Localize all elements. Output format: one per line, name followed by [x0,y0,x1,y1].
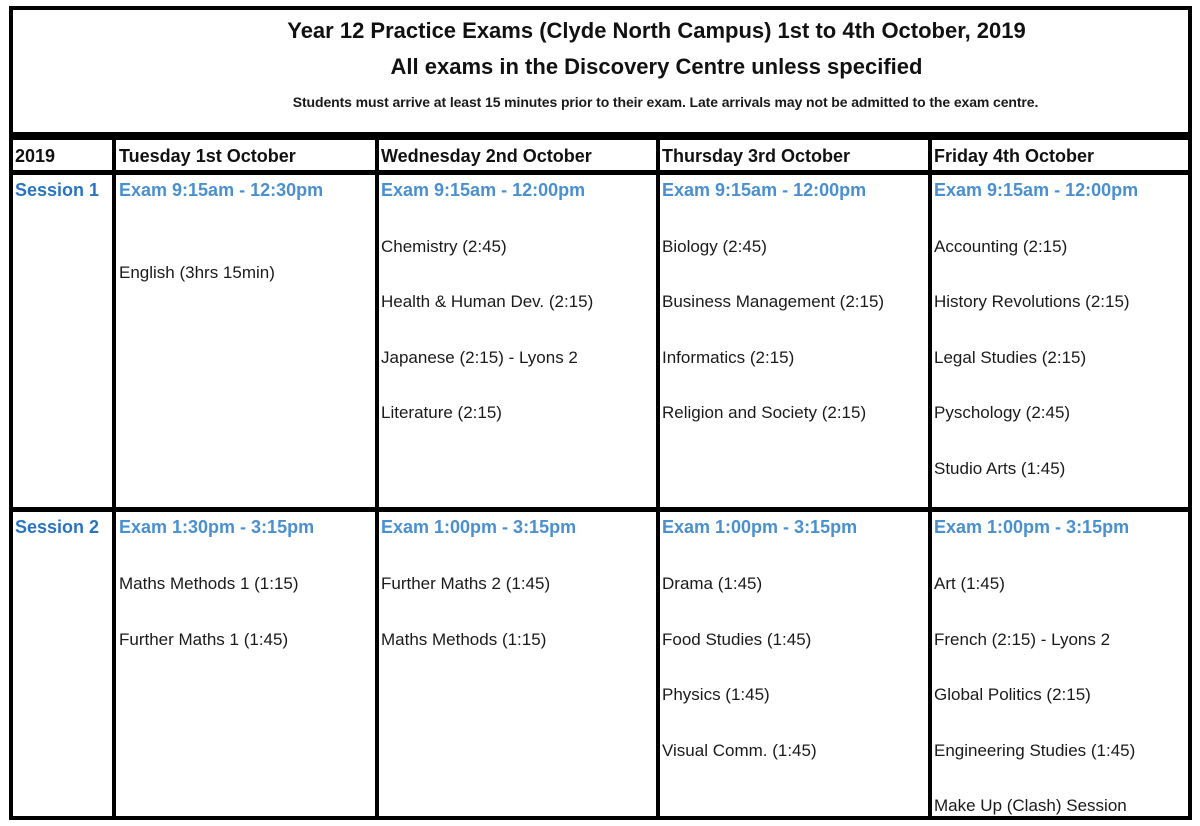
exam-subject: Japanese (2:15) - Lyons 2 [381,348,578,367]
exam-subject: Make Up (Clash) Session [934,796,1127,815]
exam-subject: Visual Comm. (1:45) [662,741,817,760]
exam-subject: Legal Studies (2:15) [934,348,1087,367]
session-time: Exam 9:15am - 12:00pm [381,180,586,200]
exam-subject: Literature (2:15) [381,403,502,422]
grid-line [13,507,1188,512]
session-time: Exam 9:15am - 12:30pm [119,180,324,200]
grid-line [13,136,1188,140]
grid-line [928,136,932,816]
exam-subject: Physics (1:45) [662,685,770,704]
session-label: Session 2 [15,517,100,537]
session-time: Exam 9:15am - 12:00pm [662,180,867,200]
session-time: Exam 1:30pm - 3:15pm [119,517,315,537]
day-header-wednesday: Wednesday 2nd October [381,146,592,166]
session-label: Session 1 [15,180,100,200]
exam-subject: English (3hrs 15min) [119,263,275,282]
exam-subject: Drama (1:45) [662,574,763,593]
exam-subject: Further Maths 1 (1:45) [119,630,289,649]
session-time: Exam 1:00pm - 3:15pm [381,517,577,537]
day-header-thursday: Thursday 3rd October [662,146,851,166]
day-header-tuesday: Tuesday 1st October [119,146,296,166]
exam-subject: Biology (2:45) [662,237,767,256]
exam-subject: Art (1:45) [934,574,1005,593]
session-time: Exam 9:15am - 12:00pm [934,180,1139,200]
exam-subject: Pyschology (2:45) [934,403,1071,422]
exam-subject: Maths Methods 1 (1:15) [119,574,299,593]
arrival-notice: Students must arrive at least 15 minutes prior to their exam. Late arrivals may not be admitted to the exam centre. [292,94,1039,110]
day-header-friday: Friday 4th October [934,146,1095,166]
exam-subject: Accounting (2:15) [934,237,1068,256]
grid-line [13,170,1188,175]
page-title: Year 12 Practice Exams (Clyde North Campus) 1st to 4th October, 2019 [287,18,1026,43]
timetable-header [13,10,1188,136]
exam-subject: Studio Arts (1:45) [934,459,1066,478]
session-time: Exam 1:00pm - 3:15pm [934,517,1130,537]
exam-subject: Further Maths 2 (1:45) [381,574,551,593]
exam-subject: Informatics (2:15) [662,348,795,367]
exam-subject: Global Politics (2:15) [934,685,1091,704]
exam-subject: Business Management (2:15) [662,292,885,311]
exam-subject: French (2:15) - Lyons 2 [934,630,1111,649]
grid-line [656,136,660,816]
exam-subject: Food Studies (1:45) [662,630,812,649]
exam-subject: History Revolutions (2:15) [934,292,1130,311]
page-subtitle: All exams in the Discovery Centre unless specified [390,54,923,79]
corner-year: 2019 [15,146,56,166]
exam-subject: Maths Methods (1:15) [381,630,547,649]
timetable-grid [13,136,1188,816]
session-time: Exam 1:00pm - 3:15pm [662,517,858,537]
grid-line [112,136,116,816]
exam-subject: Religion and Society (2:15) [662,403,867,422]
exam-subject: Chemistry (2:45) [381,237,507,256]
exam-timetable [9,6,1192,820]
grid-line [375,136,379,816]
exam-subject: Engineering Studies (1:45) [934,741,1136,760]
exam-subject: Health & Human Dev. (2:15) [381,292,594,311]
